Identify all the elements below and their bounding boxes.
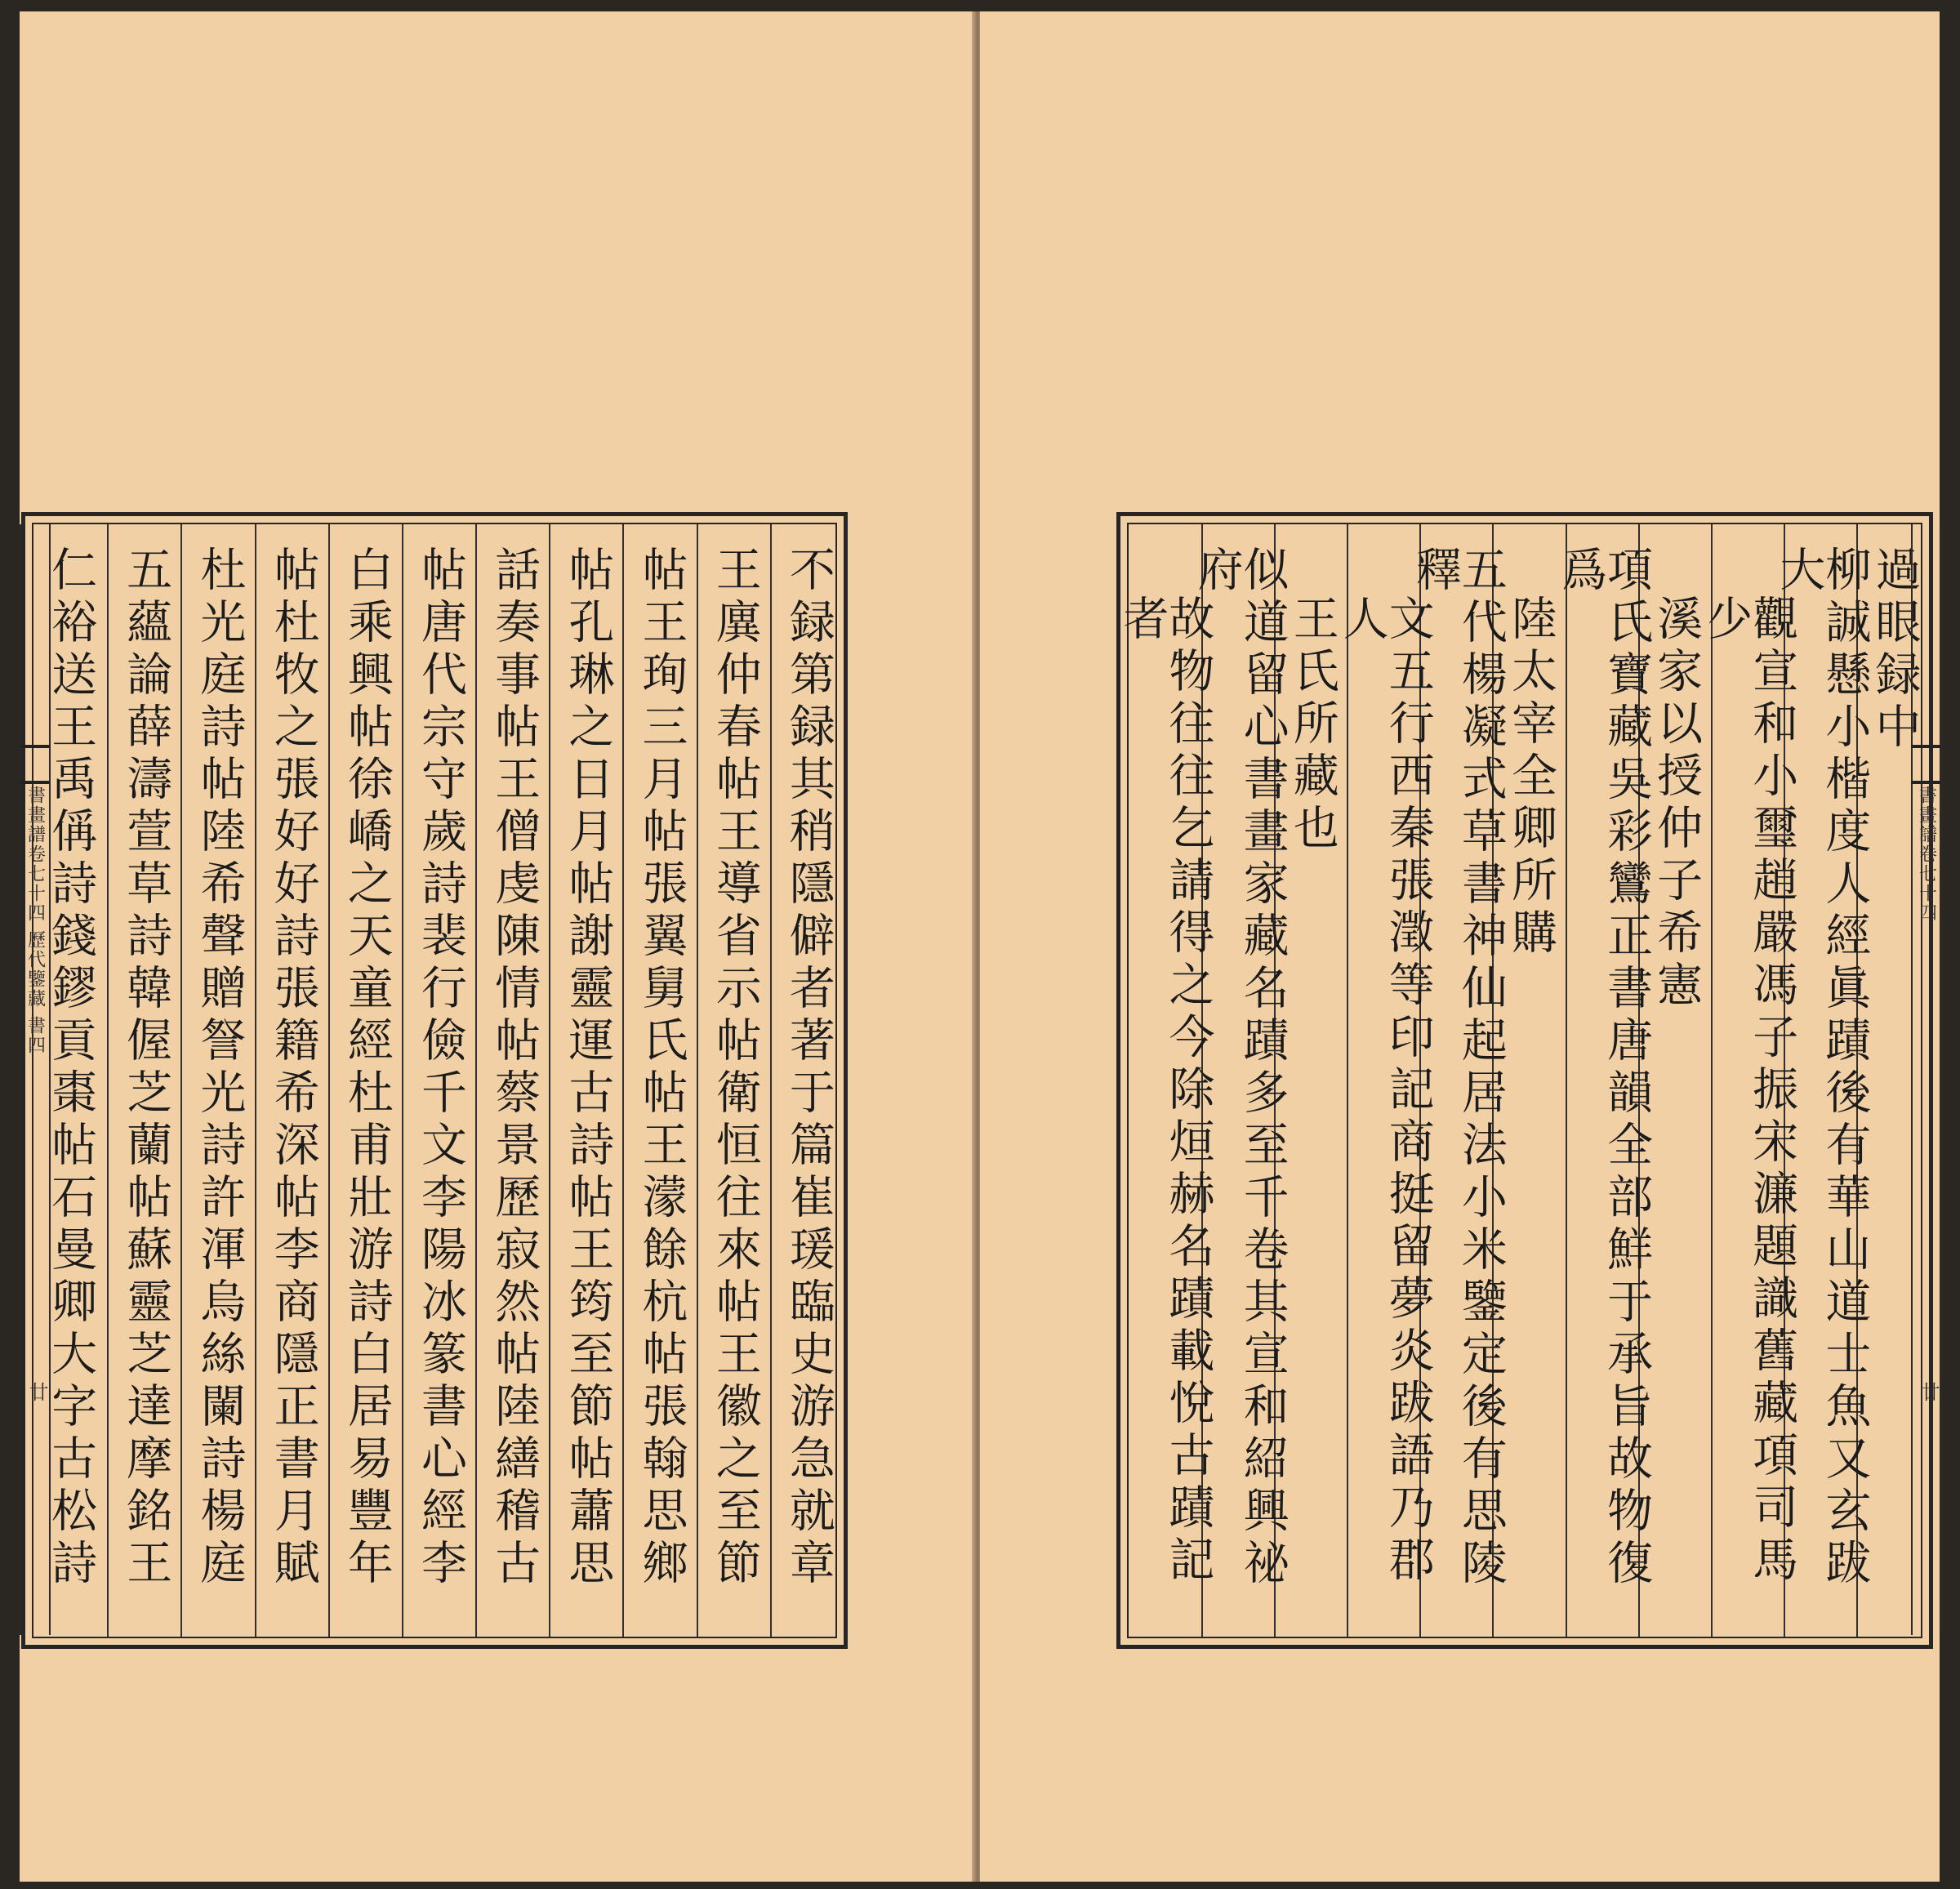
left-column xyxy=(770,524,845,1637)
left-column xyxy=(255,524,330,1637)
left-page xyxy=(20,11,977,1882)
right-column-text: 似道留心書畫家藏名蹟多至千卷其宣和紹興祕府 xyxy=(1190,546,1290,1591)
right-column-text: 陸太宰全卿所購 xyxy=(1504,595,1557,960)
left-column-text: 王廙仲春帖王導省示帖衛恒往來帖王徽之至節 xyxy=(708,546,762,1591)
left-column xyxy=(622,524,697,1637)
right-column-text: 文五行西秦張澂等印記商挺留夢炎跋語乃郡人 xyxy=(1335,595,1435,1588)
left-column xyxy=(475,524,550,1637)
left-column-text: 話奏事帖王僧虔陳情帖蔡景歷寂然帖陸繕稽古 xyxy=(488,546,541,1591)
left-column xyxy=(180,524,256,1637)
left-column xyxy=(107,524,182,1637)
right-column-text: 王氏所藏也 xyxy=(1285,595,1339,856)
left-column xyxy=(549,524,624,1637)
right-column-text: 溪家以授仲子希憲 xyxy=(1650,595,1704,1013)
left-text-frame xyxy=(21,512,848,1649)
right-fold-number: 廿 xyxy=(1917,1382,1940,1401)
left-column-text: 帖唐代宗守歲詩裴行儉千文李陽冰篆書心經李 xyxy=(414,546,467,1591)
left-column-text: 五蘊論薛濤萱草詩韓偓芝蘭帖蘇靈芝達摩銘王 xyxy=(119,546,173,1591)
left-column xyxy=(328,524,403,1637)
right-column xyxy=(1554,524,1654,1637)
right-column-text: 過眼録中 xyxy=(1868,546,1922,755)
right-text-frame xyxy=(1116,512,1933,1649)
left-fold-number: 廿 xyxy=(25,1382,48,1401)
left-column-text: 仁裕送王禹偁詩錢鏐貢棗帖石曼卿大字古松詩 xyxy=(44,546,98,1591)
fish-tail-mark xyxy=(1911,745,1940,784)
left-margin-strip xyxy=(20,524,51,1635)
left-column xyxy=(402,524,477,1637)
left-column-text: 帖杜牧之張好好詩張籍希深帖李商隱正書月賦 xyxy=(266,546,320,1591)
right-column-text: 觀宣和小璽趙嚴馮子振宋濂題識舊藏項司馬少 xyxy=(1699,595,1799,1588)
fish-tail-mark xyxy=(20,745,49,784)
right-column xyxy=(1335,524,1435,1637)
left-column-text: 帖孔琳之日月帖謝靈運古詩帖王筠至節帖蕭思 xyxy=(561,546,615,1591)
right-column-text: 故物往往乞請得之今除烜赫名蹟載悅古蹟記者 xyxy=(1116,595,1215,1588)
right-column xyxy=(1699,524,1799,1637)
left-column-grid xyxy=(32,523,837,1638)
right-page xyxy=(980,11,1940,1882)
left-column-text: 杜光庭詩帖陸希聲贈詧光詩許渾烏絲闌詩楊庭 xyxy=(193,546,247,1591)
right-margin-strip xyxy=(1911,524,1942,1635)
right-column-grid xyxy=(1116,523,1922,1638)
left-column-text: 白乘興帖徐嶠之天童經杜甫壯游詩白居易豐年 xyxy=(340,546,394,1591)
left-column xyxy=(697,524,772,1637)
right-margin-title: 書畫譜卷七十四 xyxy=(1916,786,1937,923)
right-column-text: 五代楊凝式草書神仙起居法小米鑒定後有思陵釋 xyxy=(1408,546,1508,1591)
left-column-text: 帖王珣三月帖張翼舅氏帖王濛餘杭帖張翰思鄉 xyxy=(635,546,688,1591)
left-margin-title: 書畫譜卷七十四 歷代鑒藏 書四 xyxy=(24,786,46,1055)
right-column xyxy=(1116,524,1215,1637)
right-column-text: 柳誠懸小楷度人經眞蹟後有華山道士魚又玄跋大 xyxy=(1772,546,1872,1591)
left-column-text: 不録第録其稍隱僻者著于篇崔瑗臨史游急就章 xyxy=(782,546,835,1591)
right-column-text: 項氏寶藏吳彩鸞正書唐韻全部鮮于承旨故物復爲 xyxy=(1554,546,1654,1591)
